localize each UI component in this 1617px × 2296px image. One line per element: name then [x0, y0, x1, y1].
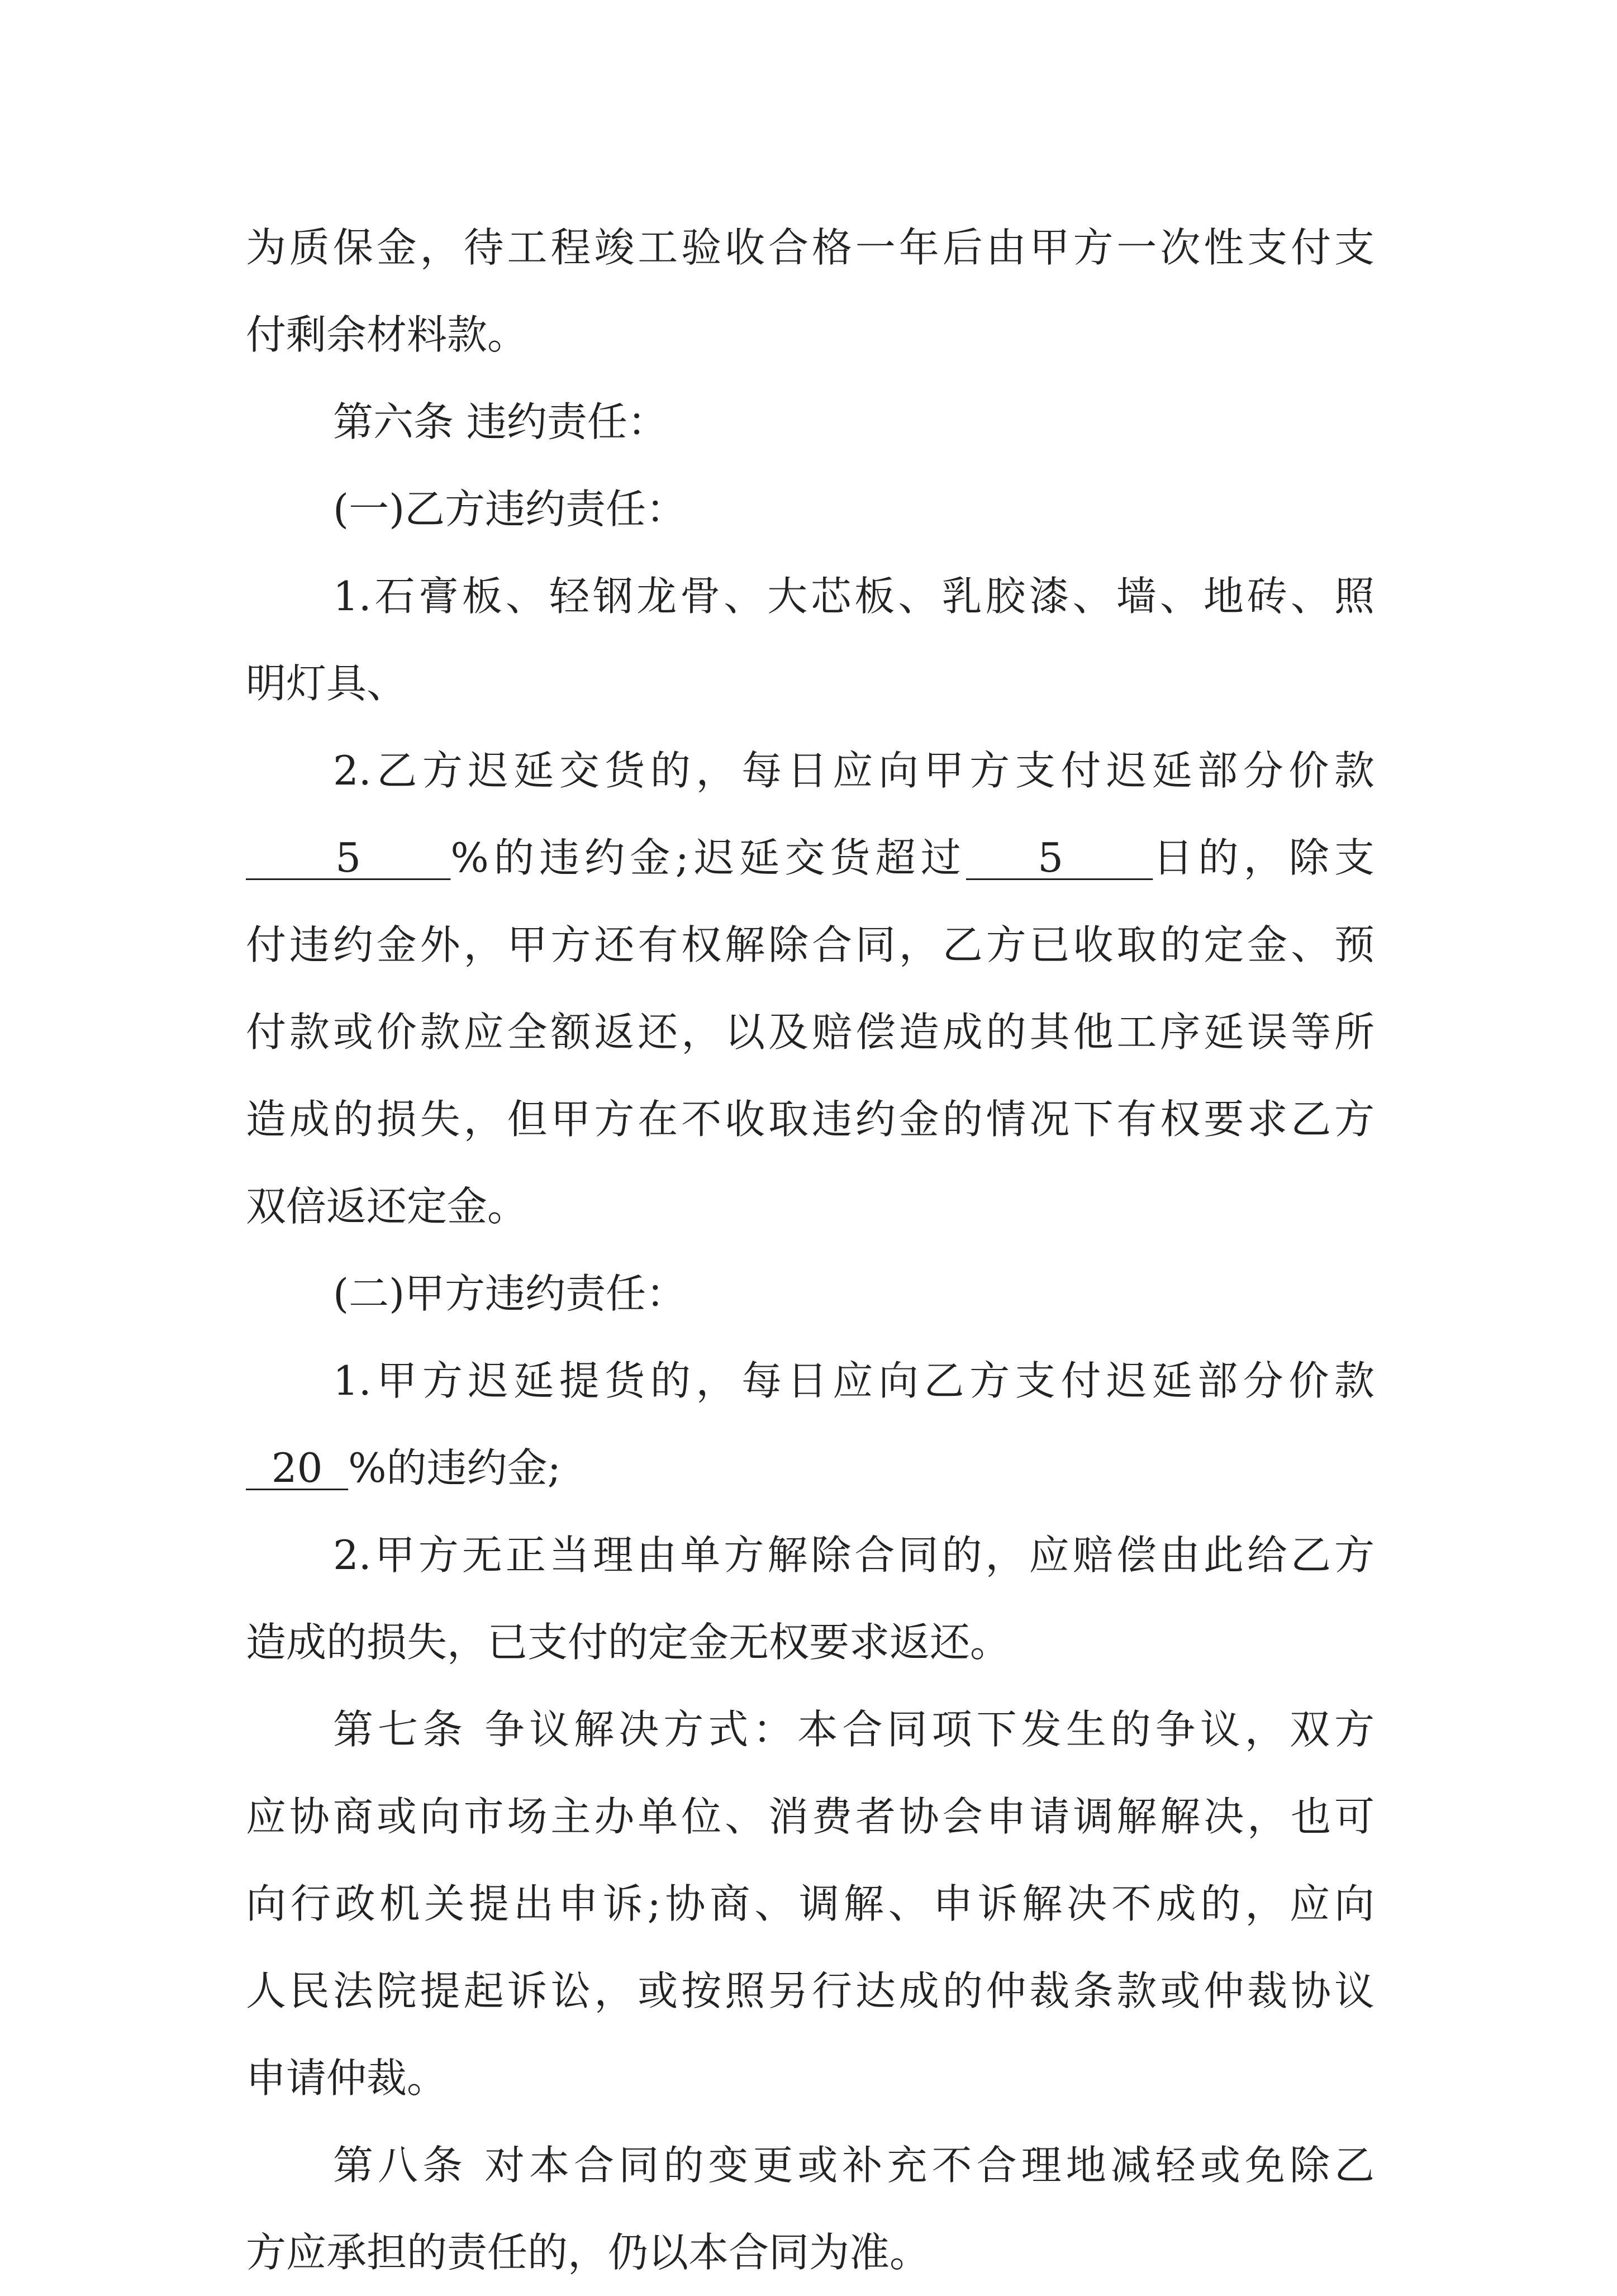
- text-line: 人民法院提起诉讼，或按照另行达成的仲裁条款或仲裁协议: [246, 1967, 1375, 2014]
- text-line: 1.甲方迟延提货的，每日应向乙方支付迟延部分价款: [333, 1357, 1375, 1404]
- article-seven-line: 第七条 争议解决方式：本合同项下发生的争议，双方: [333, 1706, 1375, 1753]
- section-party-b-liability: (一)乙方违约责任：: [333, 486, 687, 533]
- article-six-heading: 第六条 违约责任：: [333, 398, 668, 445]
- text-line: 付款或价款应全额返还，以及赔偿造成的其他工序延误等所: [246, 1009, 1375, 1056]
- text-segment: %的违约金;: [348, 1444, 561, 1491]
- text-line: 向行政机关提出申诉;协商、调解、申诉解决不成的，应向: [246, 1880, 1375, 1927]
- text-line-with-blank: [246, 1424, 1375, 1511]
- text-line: 造成的损失，但甲方在不收取违约金的情况下有权要求乙方: [246, 1096, 1375, 1143]
- text-line: 付剩余材料款。: [246, 311, 528, 358]
- fill-blank-penalty-rate: 20: [246, 1444, 349, 1491]
- text-line: 方应承担的责任的，仍以本合同为准。: [246, 2229, 930, 2276]
- text-line: 双倍返还定金。: [246, 1183, 528, 1230]
- text-line: 付违约金外，甲方还有权解除合同，乙方已收取的定金、预: [246, 921, 1375, 968]
- text-segment: 日的，除支: [1153, 834, 1375, 881]
- text-line: 为质保金，待工程竣工验收合格一年后由甲方一次性支付支: [246, 224, 1375, 271]
- contract-body: [246, 204, 1375, 2296]
- text-line: 应协商或向市场主办单位、消费者协会申请调解解决，也可: [246, 1793, 1375, 1840]
- article-eight-line: 第八条 对本合同的变更或补充不合理地减轻或免除乙: [333, 2142, 1375, 2189]
- text-segment: %的违约金;迟延交货超过: [450, 834, 967, 881]
- text-line: 2.甲方无正当理由单方解除合同的，应赔偿由此给乙方: [333, 1532, 1375, 1579]
- text-line: 明灯具、: [246, 660, 407, 707]
- fill-blank-delay-days: 5: [966, 834, 1153, 881]
- section-party-a-liability: (二)甲方违约责任：: [333, 1270, 687, 1317]
- text-line-with-blanks: [246, 814, 1375, 901]
- text-line: 造成的损失，已支付的定金无权要求返还。: [246, 1619, 1011, 1666]
- text-line: 1.石膏板、轻钢龙骨、大芯板、乳胶漆、墙、地砖、照: [333, 573, 1375, 620]
- fill-blank-penalty-rate: 5: [246, 834, 451, 881]
- text-line: 2.乙方迟延交货的，每日应向甲方支付迟延部分价款: [333, 747, 1375, 794]
- text-line: 申请仲裁。: [246, 2055, 448, 2102]
